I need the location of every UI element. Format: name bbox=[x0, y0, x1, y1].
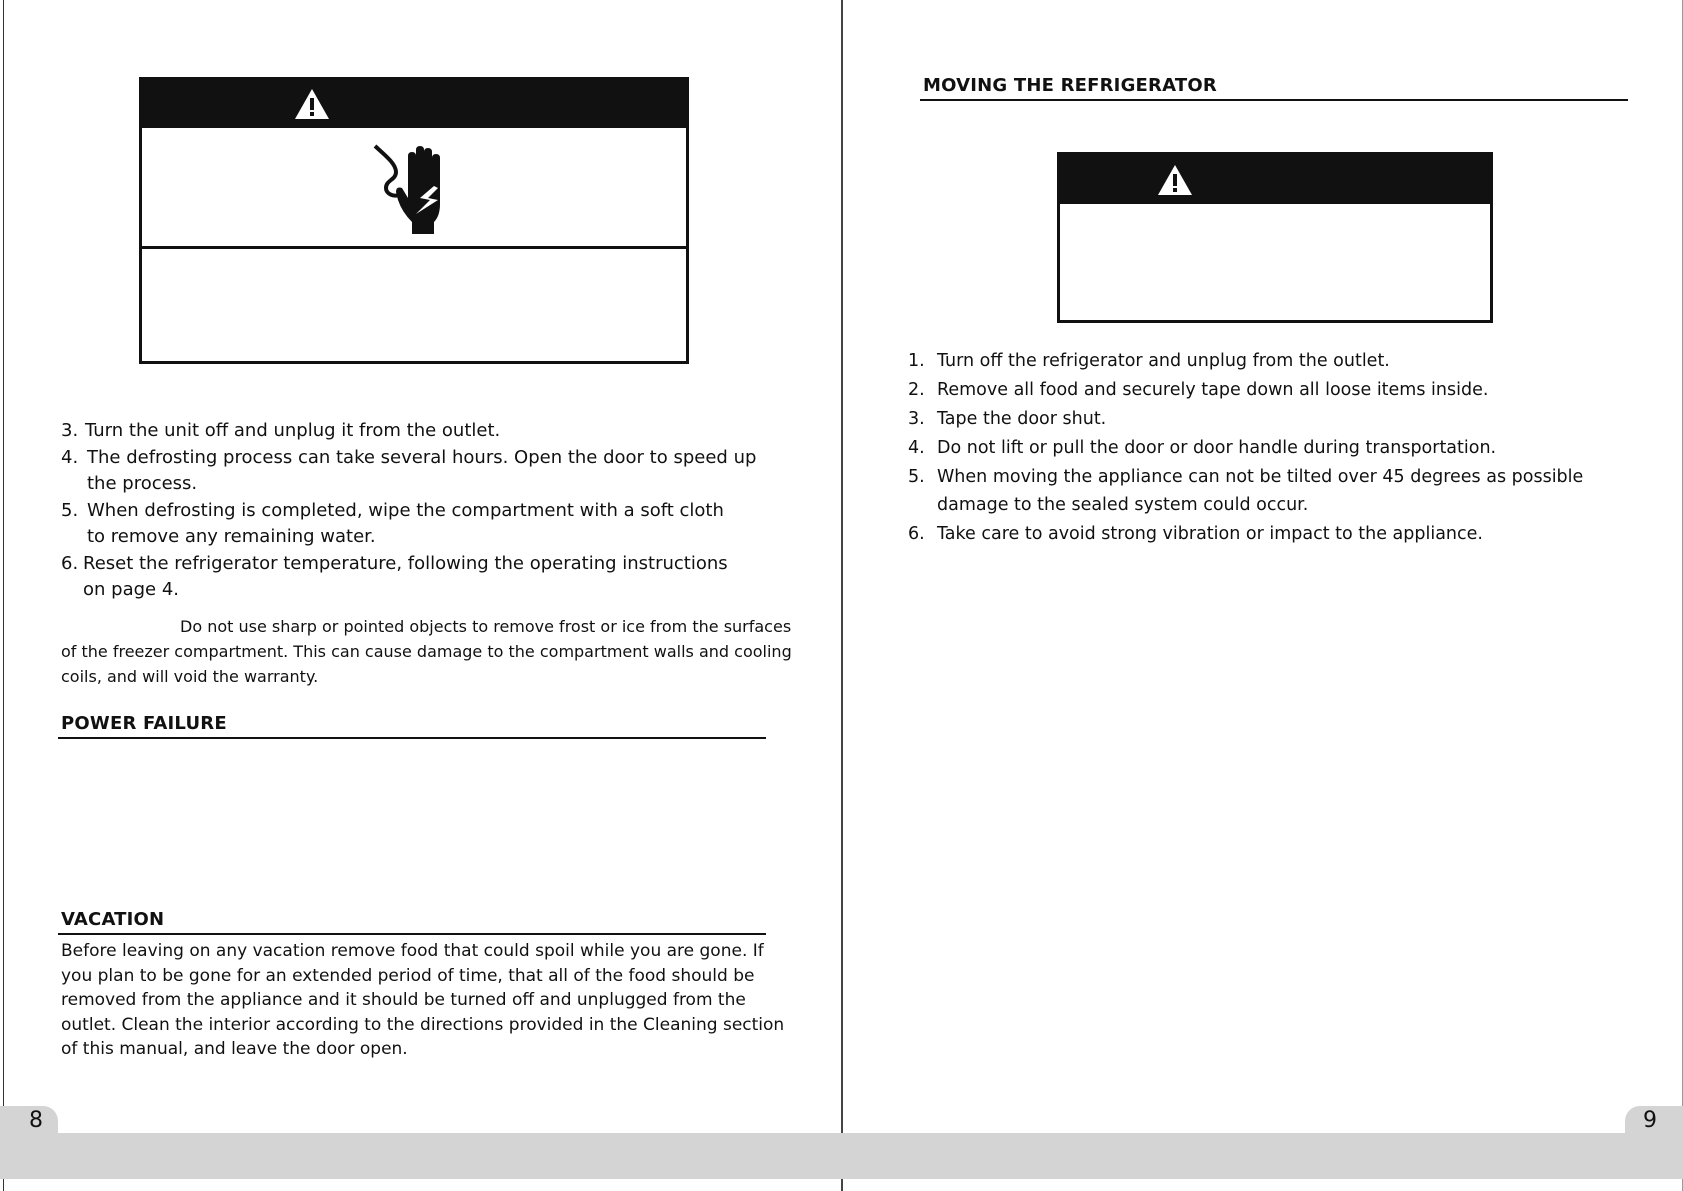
step-number: 2. bbox=[908, 380, 925, 400]
electrical-shock-hand-icon bbox=[372, 142, 462, 237]
step-number: 1. bbox=[908, 351, 925, 371]
defrost-steps-list bbox=[61, 418, 781, 604]
page-number-right bbox=[1625, 1106, 1683, 1136]
warning-triangle-icon bbox=[294, 88, 330, 120]
warning-triangle-icon bbox=[1157, 164, 1193, 196]
page-number-label: 8 bbox=[29, 1108, 43, 1133]
center-fold bbox=[841, 0, 843, 1191]
list-item bbox=[908, 405, 1648, 433]
step-number: 3. bbox=[908, 409, 925, 429]
warning-divider bbox=[142, 246, 686, 249]
page-number-left bbox=[0, 1106, 58, 1136]
footer-band bbox=[0, 1133, 1683, 1179]
moving-title: MOVING THE REFRIGERATOR bbox=[923, 75, 1217, 96]
step-text: Take care to avoid strong vibration or impact to the appliance. bbox=[937, 524, 1483, 544]
step-text: Remove all food and securely tape down all loose items inside. bbox=[937, 380, 1489, 400]
step-text: The defrosting process can take several hours. Open the door to speed up the process. bbox=[87, 447, 757, 494]
step-text: Tape the door shut. bbox=[937, 409, 1107, 429]
step-text: Reset the refrigerator temperature, following the operating instructions on page 4. bbox=[83, 553, 728, 600]
defrost-caution-text: Do not use sharp or pointed objects to remove frost or ice from the surfaces of the freezer compartment. This can cause damage to the compartment walls and cooling coils, and will void the warranty. bbox=[61, 617, 792, 686]
list-item bbox=[908, 520, 1648, 548]
power-failure-title: POWER FAILURE bbox=[61, 713, 227, 734]
vacation-text: Before leaving on any vacation remove food that could spoil while you are gone. If you plan to be gone for an extended period of time, that all of the food should be removed from the appliance and it should be turned off and unplugged from the outlet. Clean the interior according to the directions provided in the Cleaning section of this manual, and leave the door open. bbox=[61, 941, 785, 1059]
left-page-edge bbox=[3, 0, 4, 1191]
vacation-rule bbox=[58, 933, 766, 935]
electrical-warning-box bbox=[139, 77, 689, 364]
step-number: 3. bbox=[61, 420, 79, 441]
list-item bbox=[908, 347, 1648, 375]
vacation-title: VACATION bbox=[61, 909, 165, 930]
list-item bbox=[908, 376, 1648, 404]
step-text: Do not lift or pull the door or door handle during transportation. bbox=[937, 438, 1497, 458]
page-number-label: 9 bbox=[1643, 1108, 1657, 1133]
list-item bbox=[61, 498, 747, 550]
step-text: When defrosting is completed, wipe the compartment with a soft cloth to remove any remaining water. bbox=[87, 500, 724, 547]
step-number: 4. bbox=[61, 447, 79, 468]
step-text: When moving the appliance can not be tilted over 45 degrees as possible damage to the sealed system could occur. bbox=[937, 467, 1584, 515]
list-item bbox=[908, 434, 1648, 462]
step-number: 5. bbox=[908, 467, 925, 487]
list-item bbox=[61, 551, 753, 603]
moving-steps-list bbox=[908, 347, 1648, 549]
moving-warning-box bbox=[1057, 152, 1493, 323]
step-number: 4. bbox=[908, 438, 925, 458]
step-text: Turn the unit off and unplug it from the outlet. bbox=[85, 420, 501, 441]
list-item bbox=[908, 463, 1617, 519]
step-number: 5. bbox=[61, 500, 79, 521]
moving-rule bbox=[920, 99, 1628, 101]
step-text: Turn off the refrigerator and unplug from the outlet. bbox=[937, 351, 1390, 371]
warning-header-bar bbox=[1060, 155, 1490, 204]
list-item bbox=[61, 445, 787, 497]
warning-header-bar bbox=[142, 80, 686, 128]
list-item bbox=[61, 418, 781, 444]
step-number: 6. bbox=[908, 524, 925, 544]
step-number: 6. bbox=[61, 553, 79, 574]
power-failure-rule bbox=[58, 737, 766, 739]
